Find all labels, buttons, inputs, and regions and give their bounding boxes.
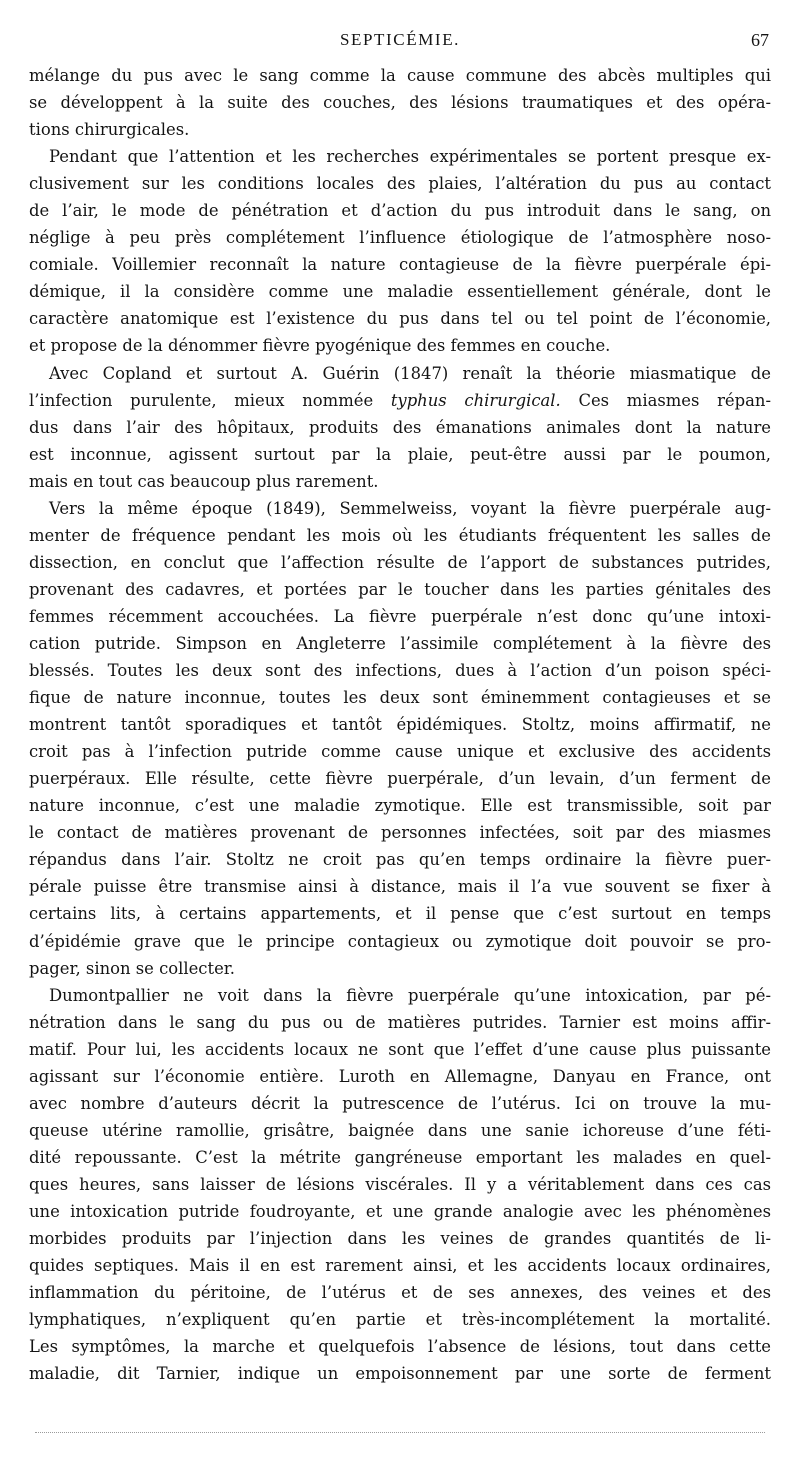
text-segment: Ces miasmes répan-	[560, 390, 771, 410]
text-line: comiale. Voillemier reconnaît la nature contagieuse de la fièvre puerpérale épi-	[29, 255, 771, 275]
text-line: matif. Pour lui, les accidents locaux ne sont que l’effet d’une cause plus puissante	[29, 1039, 771, 1059]
text-line: est inconnue, agissent surtout par la plaie, peut-être aussi par le poumon,	[29, 444, 771, 464]
text-line: lymphatiques, n’expliquent qu’en partie et très-incomplétement la mortalité.	[29, 1310, 771, 1330]
text-line: agissant sur l’économie entière. Luroth en Allemagne, Danyau en France, ont	[29, 1066, 771, 1086]
paragraph	[29, 982, 771, 1388]
text-line: dus dans l’air des hôpitaux, produits des émanations animales dont la nature	[29, 417, 771, 437]
text-line: dité repoussante. C’est la métrite gangréneuse emportant les malades en quel-	[29, 1147, 771, 1167]
text-line: répandus dans l’air. Stoltz ne croit pas qu’en temps ordinaire la fièvre puer-	[29, 850, 771, 870]
body-text	[29, 62, 771, 1387]
text-line: inflammation du péritoine, de l’utérus et de ses annexes, des veines et des	[29, 1283, 771, 1303]
text-line: d’épidémie grave que le principe contagieux ou zymotique doit pouvoir se pro-	[29, 931, 771, 951]
text-line: morbides produits par l’injection dans les veines de grandes quantités de li-	[29, 1229, 771, 1249]
text-line: puerpéraux. Elle résulte, cette fièvre puerpérale, d’un levain, d’un ferment de	[29, 769, 771, 789]
text-line: se développent à la suite des couches, des lésions traumatiques et des opéra-	[29, 93, 771, 113]
text-line: nétration dans le sang du pus ou de matières putrides. Tarnier est moins affir-	[29, 1012, 771, 1032]
running-title: SEPTICÉMIE.	[339, 30, 461, 49]
text-line: démique, il la considère comme une maladie essentiellement générale, dont le	[29, 282, 771, 302]
text-line: Avec Copland et surtout A. Guérin (1847) renaît la théorie miasmatique de	[49, 363, 771, 383]
text-line: nature inconnue, c’est une maladie zymotique. Elle est transmissible, soit par	[29, 796, 771, 816]
text-line: provenant des cadavres, et portées par le toucher dans les parties génitales des	[29, 579, 771, 599]
text-line: cation putride. Simpson en Angleterre l’assimile complétement à la fièvre des	[29, 633, 771, 653]
text-line: Dumontpallier ne voit dans la fièvre puerpérale qu’une intoxication, par pé-	[49, 985, 771, 1005]
text-line: blessés. Toutes les deux sont des infections, dues à l’action d’un poison spéci-	[29, 661, 771, 681]
text-line: quides septiques. Mais il en est rarement ainsi, et les accidents locaux ordinaires,	[29, 1256, 771, 1276]
text-line: caractère anatomique est l’existence du pus dans tel ou tel point de l’économie,	[29, 309, 771, 329]
text-line: Pendant que l’attention et les recherches expérimentales se portent presque ex-	[49, 147, 771, 167]
page-header	[29, 30, 771, 56]
text-line: croit pas à l’infection putride comme cause unique et exclusive des accidents	[29, 742, 771, 762]
footer-rule	[35, 1432, 765, 1433]
paragraph	[29, 143, 771, 359]
text-line: une intoxication putride foudroyante, et une grande analogie avec les phénomènes	[29, 1201, 771, 1221]
text-line: clusivement sur les conditions locales des plaies, l’altération du pus au contact	[29, 174, 771, 194]
text-line: avec nombre d’auteurs décrit la putrescence de l’utérus. Ici on trouve la mu-	[29, 1093, 771, 1113]
paragraph	[29, 62, 771, 143]
paragraph	[29, 495, 771, 982]
text-line: pager, sinon se collecter.	[29, 958, 236, 978]
text-line: de l’air, le mode de pénétration et d’action du pus introduit dans le sang, on	[29, 201, 771, 221]
text-line: néglige à peu près complétement l’influence étiologique de l’atmosphère noso-	[29, 228, 771, 248]
book-page	[29, 0, 771, 1465]
text-line: pérale puisse être transmise ainsi à distance, mais il l’a vue souvent se fixer à	[29, 877, 771, 897]
text-line: le contact de matières provenant de personnes infectées, soit par des miasmes	[29, 823, 771, 843]
text-line: certains lits, à certains appartements, et il pense que c’est surtout en temps	[29, 904, 771, 924]
text-line: dissection, en conclut que l’affection résulte de l’apport de substances putrides,	[29, 552, 771, 572]
text-line: femmes récemment accouchées. La fièvre puerpérale n’est donc qu’une intoxi-	[29, 606, 771, 626]
text-line: mais en tout cas beaucoup plus rarement.	[29, 471, 379, 491]
text-line: tions chirurgicales.	[29, 120, 190, 140]
text-line: mélange du pus avec le sang comme la cause commune des abcès multiples qui	[29, 66, 771, 85]
text-line: montrent tantôt sporadiques et tantôt épidémiques. Stoltz, moins affirmatif, ne	[29, 715, 771, 735]
text-line: queuse utérine ramollie, grisâtre, baignée dans une sanie ichoreuse d’une féti-	[29, 1120, 771, 1140]
text-line: et propose de la dénommer fièvre pyogénique des femmes en couche.	[29, 336, 611, 356]
text-line: Les symptômes, la marche et quelquefois l’absence de lésions, tout dans cette	[29, 1337, 771, 1357]
text-line	[29, 387, 771, 414]
text-line: maladie, dit Tarnier, indique un empoisonnement par une sorte de ferment	[29, 1364, 771, 1384]
paragraph	[29, 360, 771, 495]
italic-term: typhus chirurgical.	[390, 390, 561, 410]
page-number: 67	[751, 30, 769, 50]
text-line: fique de nature inconnue, toutes les deux sont éminemment contagieuses et se	[29, 688, 771, 708]
text-line: Vers la même époque (1849), Semmelweiss, voyant la fièvre puerpérale aug-	[49, 498, 771, 518]
text-line: ques heures, sans laisser de lésions viscérales. Il y a véritablement dans ces cas	[29, 1174, 771, 1194]
text-line: menter de fréquence pendant les mois où les étudiants fréquentent les salles de	[29, 525, 771, 545]
text-segment: l’infection purulente, mieux nommée	[29, 390, 391, 410]
